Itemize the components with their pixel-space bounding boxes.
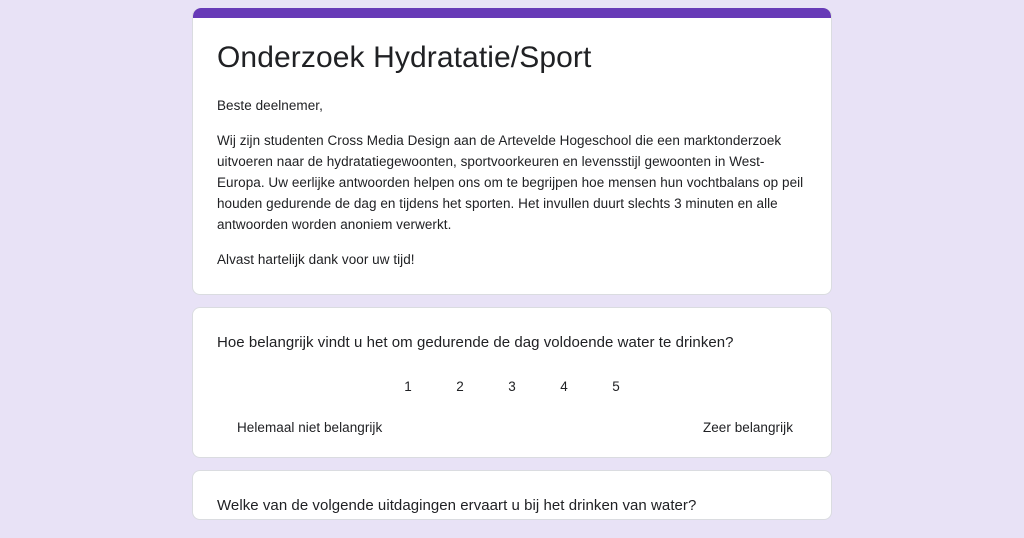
question-1-scale-row bbox=[217, 379, 807, 394]
question-card-1 bbox=[192, 307, 832, 458]
page-title: Onderzoek Hydratatie/Sport bbox=[217, 41, 592, 74]
scale-option-3[interactable] bbox=[486, 379, 538, 394]
form-container bbox=[192, 8, 832, 520]
question-2-title: Welke van de volgende uitdagingen ervaart u bij het drinken van water? bbox=[217, 497, 697, 515]
scale-option-2-label: 2 bbox=[456, 379, 464, 395]
form-description-line-2: Wij zijn studenten Cross Media Design aan de Artevelde Hogeschool die een marktonderzoek uitvoeren naar de hydratatiegewoonten, sportvoorkeuren en levensstijl gewoonten in West-Europa. Uw eerlijke antwoorden helpen ons om te begrijpen hoe mensen hun vochtbalans op peil houden gedurende de dag en tijdens het sporten. Het invullen duurt slechts 3 minuten en alle antwoorden worden anoniem verwerkt. bbox=[217, 132, 804, 232]
scale-option-1[interactable] bbox=[382, 379, 434, 394]
form-description-line-3: Alvast hartelijk dank voor uw tijd! bbox=[217, 251, 415, 267]
scale-high-label: Zeer belangrijk bbox=[702, 420, 793, 436]
form-description-line-1: Beste deelnemer, bbox=[217, 98, 323, 113]
scale-option-4-label: 4 bbox=[560, 379, 568, 395]
form-accent-bar bbox=[193, 8, 831, 18]
scale-option-4[interactable] bbox=[538, 379, 590, 394]
scale-option-3-label: 3 bbox=[508, 379, 516, 395]
scale-low-label: Helemaal niet belangrijk bbox=[237, 420, 383, 436]
question-card-2 bbox=[192, 470, 832, 520]
scale-option-5-label: 5 bbox=[612, 379, 620, 395]
scale-option-1-label: 1 bbox=[404, 379, 412, 395]
form-header-card bbox=[192, 8, 832, 295]
scale-option-5[interactable] bbox=[590, 379, 642, 394]
question-1-title: Hoe belangrijk vindt u het om gedurende de dag voldoende water te drinken? bbox=[217, 334, 734, 352]
scale-option-2[interactable] bbox=[434, 379, 486, 394]
question-1-scale-endpoints bbox=[217, 420, 807, 435]
